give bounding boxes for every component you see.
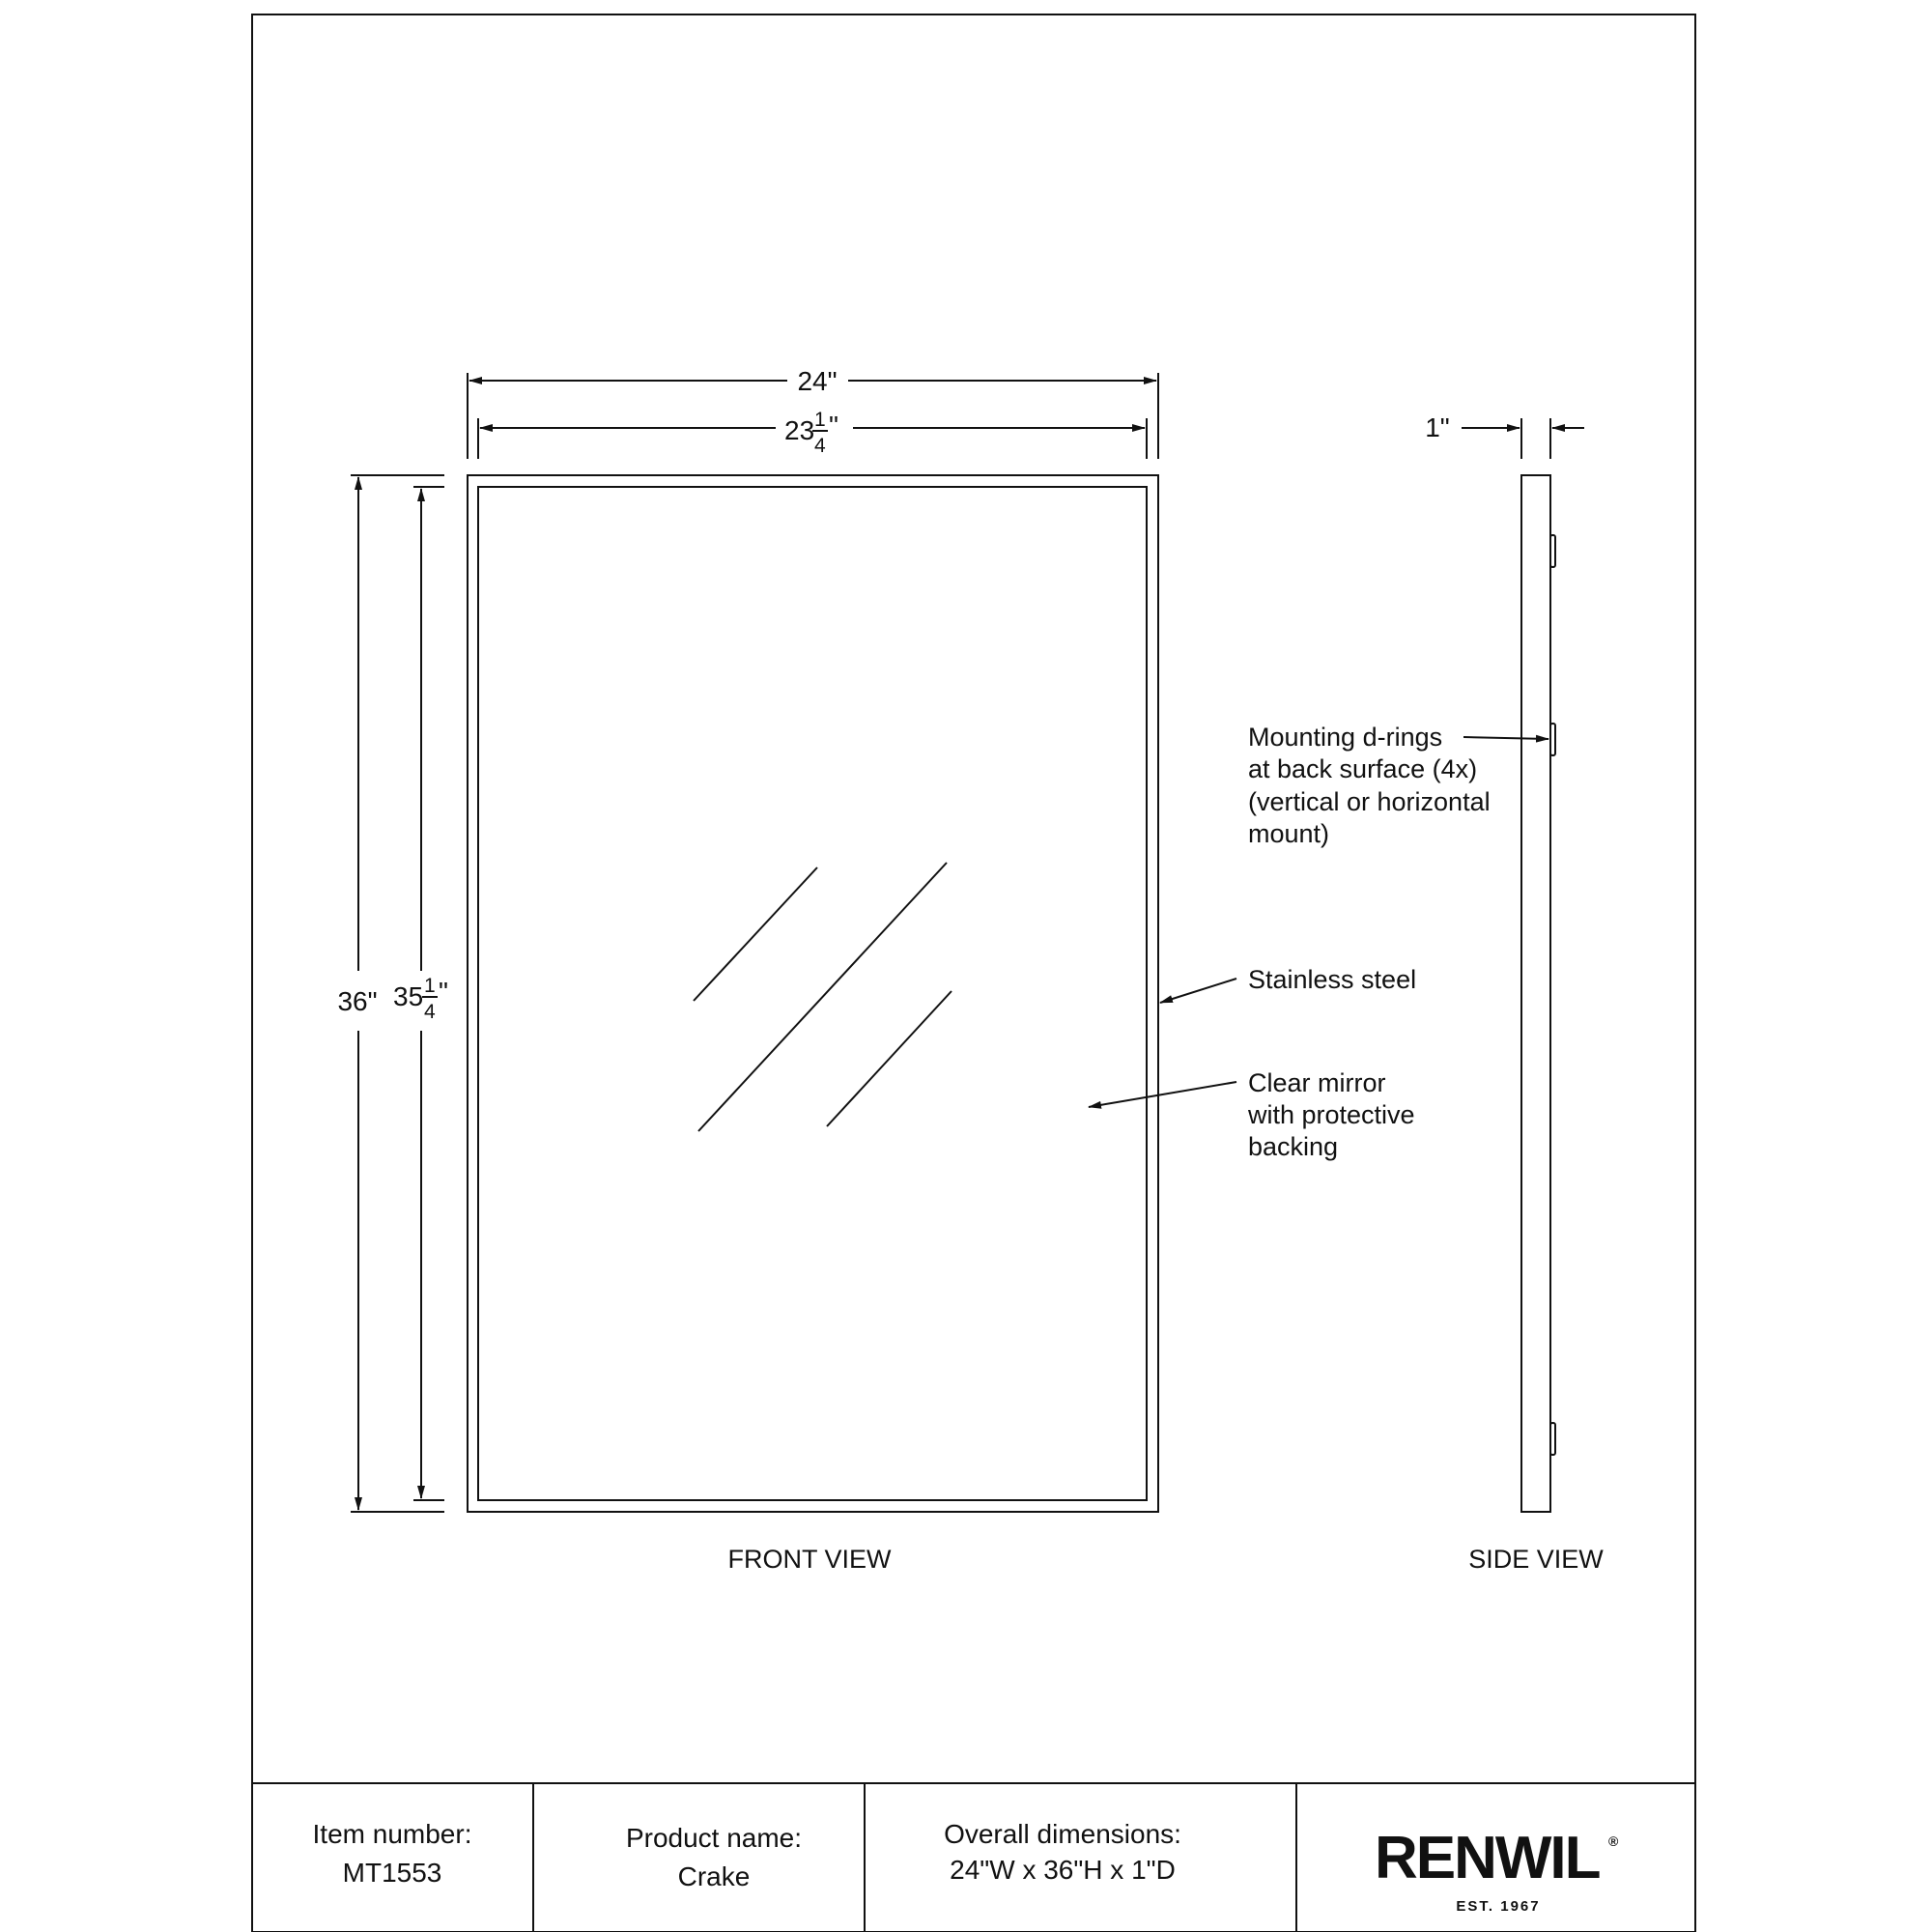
callout-line: at back surface (4x) xyxy=(1248,754,1478,783)
d-ring xyxy=(1550,535,1555,567)
reflection-line xyxy=(827,991,952,1126)
overall-width-label: 24" xyxy=(797,366,838,396)
inner-height-numerator: 1 xyxy=(424,975,436,997)
side-view xyxy=(1462,418,1584,1512)
inner-width-unit: " xyxy=(829,411,838,440)
brand-logo xyxy=(1375,1825,1619,1915)
callout-line: Clear mirror xyxy=(1248,1068,1386,1097)
mirror-callout xyxy=(1247,1068,1415,1161)
mirror-leader xyxy=(1089,1082,1236,1107)
d-ring xyxy=(1550,1423,1555,1455)
front-view xyxy=(468,475,1158,1512)
depth-label: 1" xyxy=(1425,412,1450,442)
inner-height-whole: 35 xyxy=(393,981,424,1011)
d-ring-callout xyxy=(1248,723,1491,848)
brand-wordmark: RENWIL xyxy=(1375,1825,1600,1891)
callout-line: Mounting d-rings xyxy=(1248,723,1443,752)
inner-width-numerator: 1 xyxy=(814,409,826,431)
inner-height-denominator: 4 xyxy=(424,1001,436,1023)
mirror-frame-outer xyxy=(468,475,1158,1512)
sheet-border xyxy=(252,14,1695,1932)
d-ring xyxy=(1550,724,1555,755)
callout-line: mount) xyxy=(1248,819,1330,848)
inner-width-denominator: 4 xyxy=(814,435,826,457)
d-ring-leader xyxy=(1463,737,1548,739)
stainless-steel-callout xyxy=(1248,965,1416,994)
product-name-value: Crake xyxy=(677,1861,751,1891)
item-number-value: MT1553 xyxy=(342,1858,442,1888)
overall-height-label: 36" xyxy=(337,986,378,1016)
product-name-label: Product name: xyxy=(625,1823,803,1853)
mirror-glass-inner xyxy=(478,487,1147,1500)
stainless-steel-leader xyxy=(1160,979,1236,1003)
reflection-line xyxy=(694,867,817,1001)
overall-dimensions-label: Overall dimensions: xyxy=(944,1819,1181,1849)
inner-width-whole: 23 xyxy=(784,415,815,445)
callout-line: backing xyxy=(1248,1132,1339,1161)
callout-line: with protective xyxy=(1248,1100,1415,1129)
brand-registered-mark: ® xyxy=(1608,1833,1619,1849)
inner-width-label xyxy=(784,409,838,457)
brand-established: EST. 1967 xyxy=(1456,1898,1541,1915)
callout-line: Stainless steel xyxy=(1248,965,1417,994)
callout-line: (vertical or horizontal xyxy=(1248,787,1491,816)
overall-dimensions-value: 24"W x 36"H x 1"D xyxy=(950,1855,1176,1885)
inner-height-label xyxy=(393,975,448,1023)
front-view-caption: FRONT VIEW xyxy=(727,1545,892,1574)
inner-height-unit: " xyxy=(439,977,448,1007)
side-view-caption: SIDE VIEW xyxy=(1468,1545,1604,1574)
reflection-line xyxy=(698,863,947,1131)
item-number-label: Item number: xyxy=(312,1819,472,1849)
side-profile xyxy=(1521,475,1550,1512)
